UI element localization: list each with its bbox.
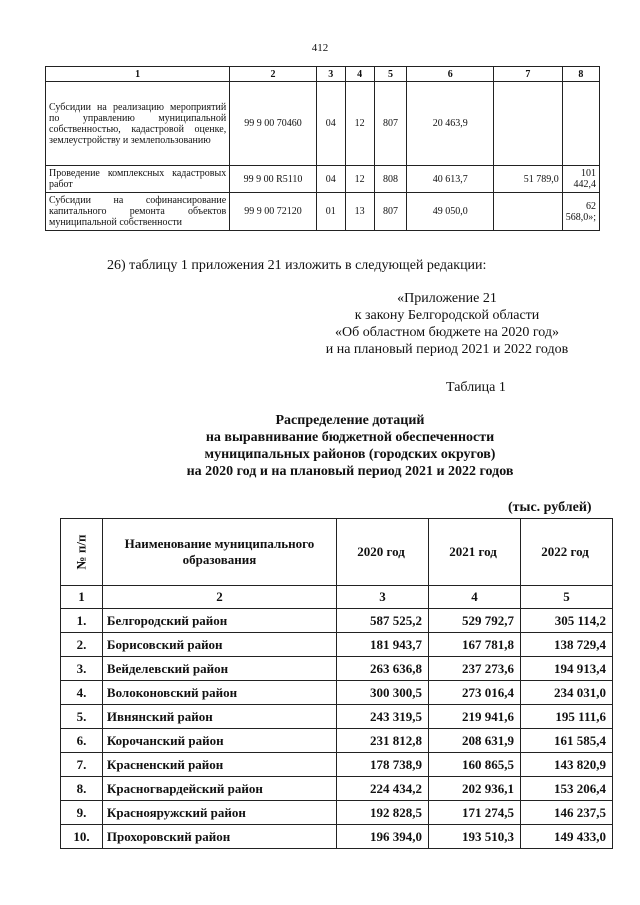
row-number: 8. bbox=[61, 777, 103, 801]
row-cell: 04 bbox=[316, 82, 345, 166]
row-number: 9. bbox=[61, 801, 103, 825]
row-cell: 01 bbox=[316, 193, 345, 231]
row-value-2022: 234 031,0 bbox=[521, 681, 613, 705]
row-value-2020: 192 828,5 bbox=[337, 801, 429, 825]
subsidy-table-header bbox=[46, 67, 600, 82]
row-value: 51 789,0 bbox=[493, 166, 562, 193]
header-cell: 1 bbox=[46, 67, 230, 82]
row-name: Борисовский район bbox=[102, 633, 336, 657]
table-label: Таблица 1 bbox=[446, 380, 506, 395]
header-cell: 7 bbox=[493, 67, 562, 82]
page-number: 412 bbox=[311, 42, 329, 54]
row-value-2020: 300 300,5 bbox=[337, 681, 429, 705]
row-number: 3. bbox=[61, 657, 103, 681]
table-title bbox=[140, 412, 560, 480]
row-value-2021: 273 016,4 bbox=[429, 681, 521, 705]
header-cell: 8 bbox=[562, 67, 599, 82]
row-number: 4. bbox=[61, 681, 103, 705]
row-value-2020: 587 525,2 bbox=[337, 609, 429, 633]
row-number: 5. bbox=[61, 705, 103, 729]
row-value-2021: 237 273,6 bbox=[429, 657, 521, 681]
row-value-2022: 305 114,2 bbox=[521, 609, 613, 633]
row-cell: 807 bbox=[374, 82, 407, 166]
table-row bbox=[46, 82, 600, 166]
row-value-2021: 202 936,1 bbox=[429, 777, 521, 801]
title-line: на 2020 год и на плановый период 2021 и 2022 годов bbox=[186, 464, 514, 479]
row-cell: 807 bbox=[374, 193, 407, 231]
row-value-2022: 143 820,9 bbox=[521, 753, 613, 777]
row-value-2022: 153 206,4 bbox=[521, 777, 613, 801]
row-code: 99 9 00 70460 bbox=[230, 82, 317, 166]
grants-table bbox=[60, 518, 613, 849]
row-name: Корочанский район bbox=[102, 729, 336, 753]
row-value: 101 442,4 bbox=[562, 166, 599, 193]
table-row bbox=[61, 681, 613, 705]
row-value-2022: 194 913,4 bbox=[521, 657, 613, 681]
row-value-2020: 181 943,7 bbox=[337, 633, 429, 657]
row-value-2021: 160 865,5 bbox=[429, 753, 521, 777]
row-name: Субсидии на софинансирование капитального ремонта объектов муниципальной собственности bbox=[46, 193, 230, 231]
grants-table-header bbox=[61, 519, 613, 586]
row-value-2021: 219 941,6 bbox=[429, 705, 521, 729]
row-name: Красногвардейский район bbox=[102, 777, 336, 801]
table-row bbox=[61, 729, 613, 753]
index-cell: 4 bbox=[429, 586, 521, 609]
appendix-heading bbox=[282, 290, 612, 358]
row-cell: 808 bbox=[374, 166, 407, 193]
index-cell: 3 bbox=[337, 586, 429, 609]
appendix-line: и на плановый период 2021 и 2022 годов bbox=[325, 342, 569, 357]
row-value-2021: 193 510,3 bbox=[429, 825, 521, 849]
row-value-2020: 178 738,9 bbox=[337, 753, 429, 777]
row-value: 20 463,9 bbox=[407, 82, 494, 166]
row-name: Белгородский район bbox=[102, 609, 336, 633]
header-number-text: № п/п bbox=[73, 534, 89, 570]
amendment-paragraph: 26) таблицу 1 приложения 21 изложить в следующей редакции: bbox=[107, 258, 487, 273]
header-2021: 2021 год bbox=[429, 519, 521, 586]
appendix-line: «Приложение 21 bbox=[397, 291, 497, 306]
row-name: Краснояружский район bbox=[102, 801, 336, 825]
row-value bbox=[493, 193, 562, 231]
units-label: (тыс. рублей) bbox=[508, 500, 592, 515]
header-cell: 4 bbox=[345, 67, 374, 82]
row-name: Субсидии на реализацию мероприятий по управлению муниципальной собственностью, кадастровой оценке, землеустройству и землепользованию bbox=[46, 82, 230, 166]
table-row bbox=[61, 633, 613, 657]
table-row bbox=[46, 193, 600, 231]
row-cell: 13 bbox=[345, 193, 374, 231]
row-cell: 04 bbox=[316, 166, 345, 193]
row-value bbox=[562, 82, 599, 166]
row-code: 99 9 00 72120 bbox=[230, 193, 317, 231]
row-name: Вейделевский район bbox=[102, 657, 336, 681]
row-value-2022: 149 433,0 bbox=[521, 825, 613, 849]
table-row bbox=[61, 657, 613, 681]
table-row bbox=[61, 609, 613, 633]
header-2022: 2022 год bbox=[521, 519, 613, 586]
table-row bbox=[61, 753, 613, 777]
table-row bbox=[61, 777, 613, 801]
header-cell: 6 bbox=[407, 67, 494, 82]
row-value-2021: 529 792,7 bbox=[429, 609, 521, 633]
row-cell: 12 bbox=[345, 166, 374, 193]
row-value: 62 568,0»; bbox=[562, 193, 599, 231]
header-cell: 5 bbox=[374, 67, 407, 82]
row-number: 10. bbox=[61, 825, 103, 849]
row-value-2022: 138 729,4 bbox=[521, 633, 613, 657]
row-value-2022: 195 111,6 bbox=[521, 705, 613, 729]
header-cell: 2 bbox=[230, 67, 317, 82]
appendix-line: «Об областном бюджете на 2020 год» bbox=[335, 325, 559, 340]
subsidy-table bbox=[45, 66, 600, 231]
row-number: 2. bbox=[61, 633, 103, 657]
table-row bbox=[61, 825, 613, 849]
row-value-2021: 208 631,9 bbox=[429, 729, 521, 753]
table-row bbox=[46, 166, 600, 193]
table-row bbox=[61, 801, 613, 825]
row-name: Волоконовский район bbox=[102, 681, 336, 705]
row-value-2020: 196 394,0 bbox=[337, 825, 429, 849]
title-line: Распределение дотаций bbox=[275, 413, 425, 428]
row-number: 1. bbox=[61, 609, 103, 633]
appendix-line: к закону Белгородской области bbox=[354, 308, 540, 323]
index-cell: 5 bbox=[521, 586, 613, 609]
row-cell: 12 bbox=[345, 82, 374, 166]
row-name: Прохоровский район bbox=[102, 825, 336, 849]
header-number bbox=[61, 519, 103, 586]
header-cell: 3 bbox=[316, 67, 345, 82]
row-value-2022: 161 585,4 bbox=[521, 729, 613, 753]
index-cell: 1 bbox=[61, 586, 103, 609]
row-value-2021: 167 781,8 bbox=[429, 633, 521, 657]
row-value-2022: 146 237,5 bbox=[521, 801, 613, 825]
row-number: 6. bbox=[61, 729, 103, 753]
title-line: на выравнивание бюджетной обеспеченности bbox=[205, 430, 495, 445]
row-value-2020: 224 434,2 bbox=[337, 777, 429, 801]
row-name: Красненский район bbox=[102, 753, 336, 777]
row-value-2021: 171 274,5 bbox=[429, 801, 521, 825]
row-code: 99 9 00 R5110 bbox=[230, 166, 317, 193]
header-name: Наименование муниципального образования bbox=[102, 519, 336, 586]
title-line: муниципальных районов (городских округов) bbox=[204, 447, 496, 462]
row-number: 7. bbox=[61, 753, 103, 777]
index-cell: 2 bbox=[102, 586, 336, 609]
row-value bbox=[493, 82, 562, 166]
row-value: 49 050,0 bbox=[407, 193, 494, 231]
row-value-2020: 243 319,5 bbox=[337, 705, 429, 729]
row-value-2020: 231 812,8 bbox=[337, 729, 429, 753]
row-name: Ивнянский район bbox=[102, 705, 336, 729]
index-row bbox=[61, 586, 613, 609]
header-2020: 2020 год bbox=[337, 519, 429, 586]
table-row bbox=[61, 705, 613, 729]
row-value: 40 613,7 bbox=[407, 166, 494, 193]
row-name: Проведение комплексных кадастровых работ bbox=[46, 166, 230, 193]
row-value-2020: 263 636,8 bbox=[337, 657, 429, 681]
